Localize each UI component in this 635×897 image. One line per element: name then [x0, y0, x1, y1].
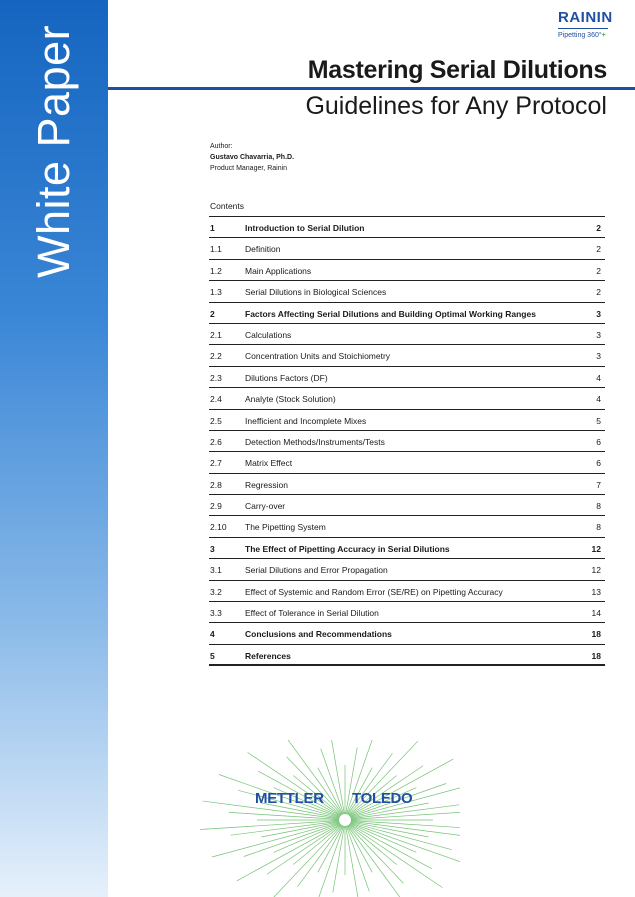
toc-section-title: Effect of Systemic and Random Error (SE/RE) on Pipetting Accuracy [245, 586, 503, 597]
toc-row[interactable] [209, 602, 605, 623]
page-subtitle: Guidelines for Any Protocol [305, 92, 607, 120]
toc-row[interactable] [209, 474, 605, 495]
mettler-logo-text: METTLER [255, 790, 324, 807]
toc-section-number: 4 [210, 629, 215, 640]
toc-row[interactable] [209, 516, 605, 537]
toc-section-number: 2 [210, 308, 215, 319]
toc-page-number: 18 [591, 650, 601, 661]
toledo-logo-text: TOLEDO [352, 790, 413, 807]
toc-row[interactable] [209, 452, 605, 473]
toc-page-number: 4 [596, 372, 601, 383]
toc-section-number: 2.2 [210, 351, 222, 362]
toc-section-title: Introduction to Serial Dilution [245, 223, 365, 233]
toc-page-number: 2 [596, 265, 601, 276]
title-divider [108, 87, 635, 90]
toc-page-number: 14 [591, 608, 601, 619]
toc-page-number: 3 [596, 351, 601, 362]
toc-page-number: 12 [591, 543, 601, 554]
toc-section-title: Matrix Effect [245, 458, 293, 469]
sidebar-band [0, 0, 108, 897]
toc-page-number: 8 [596, 501, 601, 512]
toc-row[interactable] [209, 538, 605, 559]
toc-section-title: The Pipetting System [245, 522, 326, 533]
toc-page-number: 13 [591, 586, 601, 597]
toc-section-title: Dilutions Factors (DF) [245, 372, 328, 383]
toc-page-number: 3 [596, 329, 601, 340]
toc-page-number: 3 [596, 308, 601, 319]
mettler-toledo-logo [255, 790, 413, 807]
toc-section-number: 2.3 [210, 372, 222, 383]
toc-section-number: 1.2 [210, 265, 222, 276]
toc-section-number: 2.1 [210, 329, 222, 340]
toc-row[interactable] [209, 324, 605, 345]
toc-section-title: Carry-over [245, 501, 286, 512]
toc-section-number: 3.1 [210, 565, 222, 576]
rainin-brand-name: RAININ [558, 9, 613, 26]
toc-row[interactable] [209, 495, 605, 516]
contents-heading: Contents [210, 201, 245, 211]
author-label: Author: [210, 143, 233, 150]
rainin-tagline: Pipetting 360° [558, 32, 602, 39]
toc-page-number: 2 [596, 287, 601, 298]
toc-section-number: 2.8 [210, 479, 222, 490]
toc-section-title: Definition [245, 244, 281, 255]
toc-section-title: Inefficient and Incomplete Mixes [245, 415, 367, 426]
toc-page-number: 2 [596, 223, 601, 233]
plus-icon: + [601, 32, 606, 39]
toc-page-number: 2 [596, 244, 601, 255]
toc-page-number: 8 [596, 522, 601, 533]
toc-section-number: 2.4 [210, 394, 222, 405]
toc-row[interactable] [209, 431, 605, 452]
toc-section-title: Serial Dilutions and Error Propagation [245, 565, 388, 576]
toc-section-number: 3 [210, 543, 215, 554]
toc-page-number: 7 [596, 479, 601, 490]
toc-section-title: References [245, 650, 291, 661]
toc-section-title: Main Applications [245, 265, 312, 276]
toc-section-title: Factors Affecting Serial Dilutions and Building Optimal Working Ranges [245, 308, 536, 319]
page-title: Mastering Serial Dilutions [307, 56, 607, 84]
toc-section-title: Analyte (Stock Solution) [245, 394, 336, 405]
table-of-contents [209, 216, 605, 666]
toc-section-number: 2.9 [210, 501, 222, 512]
sidebar-label: White Paper [28, 24, 79, 278]
toc-section-title: Serial Dilutions in Biological Sciences [245, 287, 387, 298]
mettler-toledo-rays-graphic [200, 740, 460, 897]
toc-row[interactable] [209, 623, 605, 644]
toc-section-title: Regression [245, 479, 288, 490]
toc-row[interactable] [209, 260, 605, 281]
toc-section-number: 2.6 [210, 436, 222, 447]
toc-row[interactable] [209, 345, 605, 366]
author-block [210, 141, 294, 174]
toc-row[interactable] [209, 367, 605, 388]
toc-section-title: Calculations [245, 329, 292, 340]
toc-section-number: 2.10 [210, 522, 227, 533]
toc-row[interactable] [209, 410, 605, 431]
author-name: Gustavo Chavarria, Ph.D. [210, 154, 295, 161]
toc-page-number: 12 [591, 565, 601, 576]
toc-page-number: 6 [596, 458, 601, 469]
toc-section-title: Conclusions and Recommendations [245, 629, 392, 640]
author-role: Product Manager, Rainin [210, 165, 288, 172]
toc-page-number: 5 [596, 415, 601, 426]
toc-row[interactable] [209, 303, 605, 324]
toc-section-title: Concentration Units and Stoichiometry [245, 351, 391, 362]
toc-row[interactable] [209, 217, 605, 238]
toc-section-title: The Effect of Pipetting Accuracy in Serial Dilutions [245, 543, 450, 554]
toc-page-number: 18 [591, 629, 601, 640]
toc-section-number: 3.2 [210, 586, 222, 597]
toc-section-number: 1.3 [210, 287, 222, 298]
toc-section-number: 1.1 [210, 244, 222, 255]
toc-page-number: 4 [596, 394, 601, 405]
toc-row[interactable] [209, 559, 605, 580]
toc-section-number: 1 [210, 223, 215, 233]
toc-section-number: 3.3 [210, 608, 222, 619]
toc-section-title: Detection Methods/Instruments/Tests [245, 436, 385, 447]
toc-section-number: 2.5 [210, 415, 222, 426]
toc-section-number: 5 [210, 650, 215, 661]
toc-row[interactable] [209, 238, 605, 259]
toc-section-number: 2.7 [210, 458, 222, 469]
toc-page-number: 6 [596, 436, 601, 447]
toc-section-title: Effect of Tolerance in Serial Dilution [245, 608, 379, 619]
toc-row[interactable] [209, 281, 605, 302]
rainin-logo [558, 9, 614, 40]
toc-row[interactable] [209, 388, 605, 409]
toc-row[interactable] [209, 645, 605, 666]
toc-row[interactable] [209, 581, 605, 602]
